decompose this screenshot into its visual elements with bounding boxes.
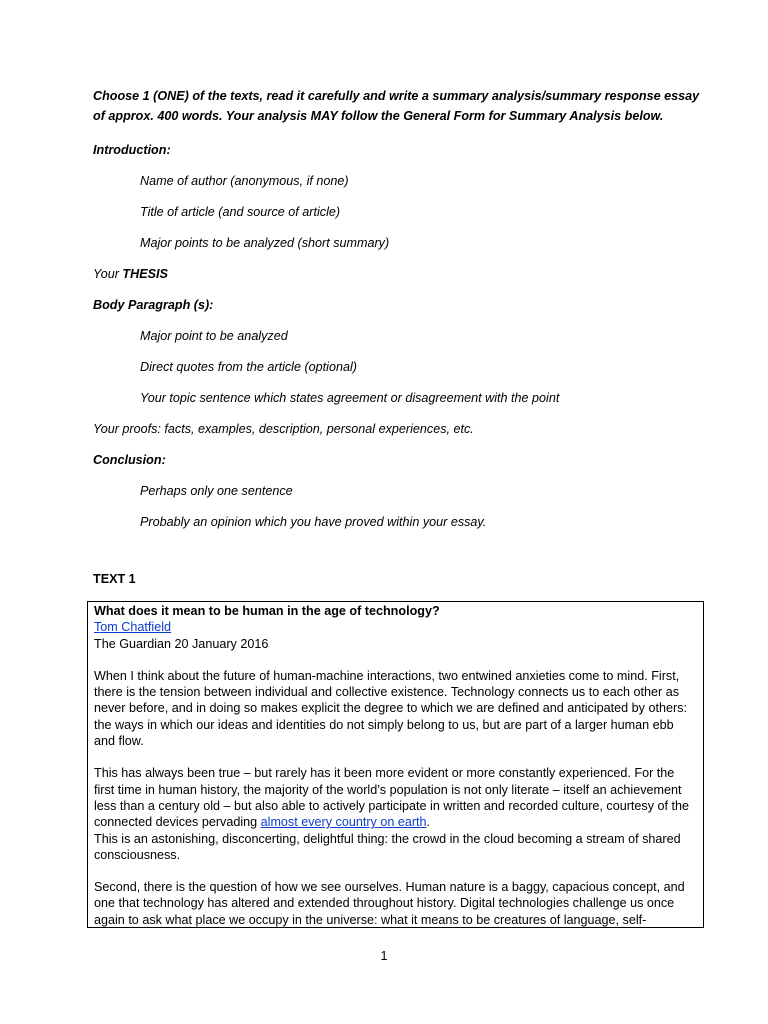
spacer xyxy=(94,863,697,879)
introduction-item-points: Major points to be analyzed (short summary) xyxy=(140,236,390,250)
body-item-quotes: Direct quotes from the article (optional) xyxy=(140,360,357,374)
paragraph-2-end: . xyxy=(426,815,431,830)
author-link[interactable]: Tom Chatfield xyxy=(94,620,171,635)
conclusion-heading: Conclusion: xyxy=(93,453,166,467)
article-paragraph-2 xyxy=(94,765,697,830)
task-instructions: Choose 1 (ONE) of the texts, read it carefully and write a summary analysis/summary response essay of approx. 400 words. Your analysis MAY follow the General Form for Summary Analysis below. xyxy=(93,89,700,123)
article-source: The Guardian 20 January 2016 xyxy=(94,636,269,651)
page-number: 1 xyxy=(380,949,388,963)
paragraph-2-text: This has always been true – but rarely has it been more evident or more constantly experienced. For the first time in human history, the majority of the world’s population is not only literate – itself an achievement less than a century old – but also able to actively participate in written and recorded culture, courtesy of the connected devices pervading xyxy=(94,766,690,830)
article-paragraph-1: When I think about the future of human-machine interactions, two entwined anxieties come to mind. First, there is the tension between individual and collective existence. Technology connects us to each other as never before, and in doing so makes explicit the degree to which we are defined and anticipated by others: the ways in which our ideas and identities do not simply belong to us, but are part of a larger human ebb and flow. xyxy=(94,668,687,749)
body-item-topic-sentence: Your topic sentence which states agreement or disagreement with the point xyxy=(140,391,560,405)
conclusion-item-sentence: Perhaps only one sentence xyxy=(140,484,293,498)
thesis-word: THESIS xyxy=(122,267,168,281)
introduction-item-title: Title of article (and source of article) xyxy=(140,205,341,219)
introduction-item-author: Name of author (anonymous, if none) xyxy=(140,174,349,188)
text1-label: TEXT 1 xyxy=(93,572,136,586)
spacer xyxy=(94,749,697,765)
body-item-major-point: Major point to be analyzed xyxy=(140,329,288,343)
spacer xyxy=(94,652,697,668)
countries-link[interactable]: almost every country on earth xyxy=(260,815,427,830)
introduction-heading: Introduction: xyxy=(93,143,171,157)
article-paragraph-2b: This is an astonishing, disconcerting, delightful thing: the crowd in the cloud becoming a stream of shared consciousness. xyxy=(94,831,681,862)
body-heading: Body Paragraph (s): xyxy=(93,298,214,312)
text1-box xyxy=(87,601,704,928)
instructions-section xyxy=(93,86,713,543)
article-paragraph-3: Second, there is the question of how we see ourselves. Human nature is a baggy, capacious concept, and one that technology has altered and extended throughout history. Digital technologies challenge us once again to ask what place we occupy in the universe: what it means to be creatures of language, self- xyxy=(94,880,685,927)
conclusion-item-opinion: Probably an opinion which you have proved within your essay. xyxy=(140,515,487,529)
proofs-line: Your proofs: facts, examples, description, personal experiences, etc. xyxy=(93,422,474,436)
thesis-prefix: Your xyxy=(93,267,123,281)
article-title: What does it mean to be human in the age of technology? xyxy=(94,604,440,618)
thesis-line xyxy=(93,264,713,284)
